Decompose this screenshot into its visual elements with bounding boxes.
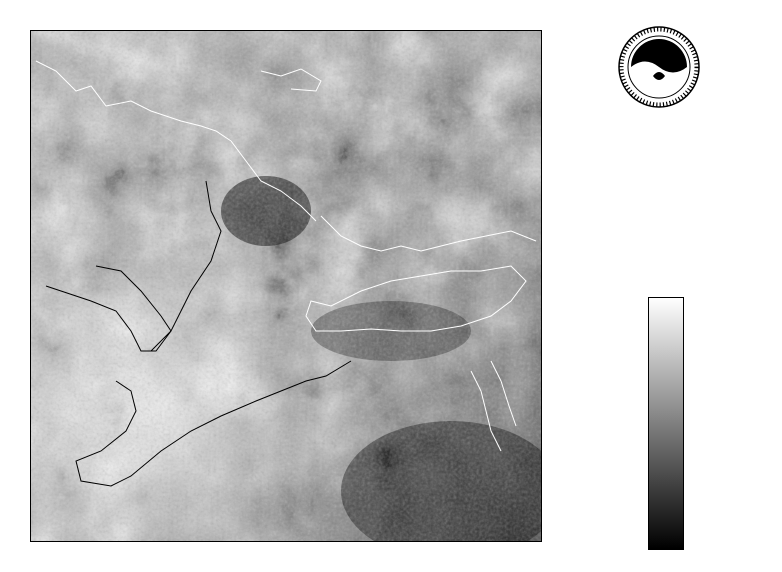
- satellite-image: [30, 30, 542, 542]
- image-grain: [31, 31, 542, 542]
- noaa-logo: [618, 26, 700, 108]
- satellite-scene: [31, 31, 542, 542]
- reflectance-colorbar: [648, 297, 684, 550]
